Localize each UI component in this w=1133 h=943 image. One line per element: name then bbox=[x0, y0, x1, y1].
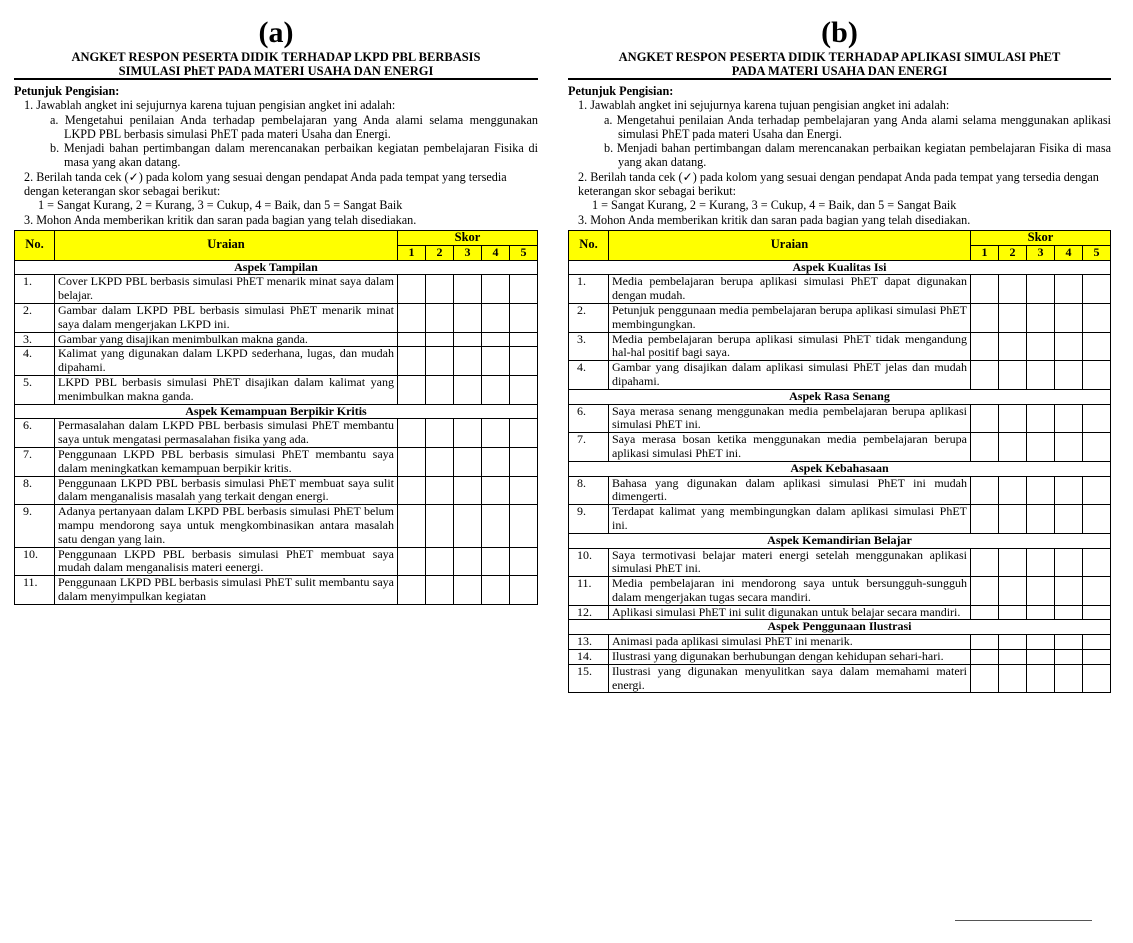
item-number: 6. bbox=[15, 419, 55, 448]
score-checkbox-cell[interactable] bbox=[999, 548, 1027, 577]
score-checkbox-cell[interactable] bbox=[398, 303, 426, 332]
score-checkbox-cell[interactable] bbox=[971, 664, 999, 693]
item-number: 4. bbox=[15, 347, 55, 376]
score-checkbox-cell[interactable] bbox=[482, 547, 510, 576]
score-checkbox-cell[interactable] bbox=[454, 332, 482, 347]
item-number: 4. bbox=[569, 361, 609, 390]
section-title: Aspek Penggunaan Ilustrasi bbox=[569, 620, 1111, 635]
questionnaire-title-line1: ANGKET RESPON PESERTA DIDIK TERHADAP APLIKASI SIMULASI PhET bbox=[618, 50, 1061, 64]
score-checkbox-cell[interactable] bbox=[1027, 361, 1055, 390]
section-row bbox=[15, 260, 538, 275]
table-row bbox=[569, 433, 1111, 462]
score-checkbox-cell[interactable] bbox=[1055, 275, 1083, 304]
score-checkbox-cell[interactable] bbox=[1055, 404, 1083, 433]
item-number: 10. bbox=[569, 548, 609, 577]
table-row bbox=[569, 275, 1111, 304]
item-number: 2. bbox=[15, 303, 55, 332]
score-checkbox-cell[interactable] bbox=[1027, 303, 1055, 332]
item-statement: Gambar yang disajikan dalam aplikasi simulasi PhET jelas dan mudah dipahami. bbox=[609, 361, 971, 390]
item-statement: Gambar dalam LKPD PBL berbasis simulasi PhET menarik minat saya dalam mengerjakan LKPD ini. bbox=[55, 303, 398, 332]
table-row bbox=[15, 505, 538, 547]
item-number: 14. bbox=[569, 650, 609, 665]
score-checkbox-cell[interactable] bbox=[999, 650, 1027, 665]
score-checkbox-cell[interactable] bbox=[971, 577, 999, 606]
table-row bbox=[569, 605, 1111, 620]
table-row bbox=[15, 547, 538, 576]
score-checkbox-cell[interactable] bbox=[482, 275, 510, 304]
score-checkbox-cell[interactable] bbox=[999, 361, 1027, 390]
score-col-header: 5 bbox=[1083, 245, 1111, 260]
score-checkbox-cell[interactable] bbox=[1055, 605, 1083, 620]
instruction-item-1: 1. Jawablah angket ini sejujurnya karena tujuan pengisian angket ini adalah: bbox=[24, 98, 396, 113]
item-statement: Penggunaan LKPD PBL berbasis simulasi PhET membuat saya sulit dalam menganalisis masalah yang terkait dengan energi. bbox=[55, 476, 398, 505]
instruction-item-3: 3. Mohon Anda memberikan kritik dan saran pada bagian yang telah disediakan. bbox=[578, 212, 971, 227]
questionnaire-title-line2: PADA MATERI USAHA DAN ENERGI bbox=[731, 64, 948, 78]
score-checkbox-cell[interactable] bbox=[482, 576, 510, 605]
score-checkbox-cell[interactable] bbox=[999, 332, 1027, 361]
score-checkbox-cell[interactable] bbox=[999, 577, 1027, 606]
score-checkbox-cell[interactable] bbox=[1083, 605, 1111, 620]
score-checkbox-cell[interactable] bbox=[1083, 275, 1111, 304]
table-row bbox=[569, 577, 1111, 606]
table-row bbox=[15, 332, 538, 347]
score-checkbox-cell[interactable] bbox=[510, 576, 538, 605]
score-checkbox-cell[interactable] bbox=[1027, 332, 1055, 361]
score-checkbox-cell[interactable] bbox=[1083, 476, 1111, 505]
score-checkbox-cell[interactable] bbox=[999, 664, 1027, 693]
score-checkbox-cell[interactable] bbox=[398, 375, 426, 404]
score-checkbox-cell[interactable] bbox=[1055, 548, 1083, 577]
score-checkbox-cell[interactable] bbox=[971, 303, 999, 332]
col-header-uraian: Uraian bbox=[609, 230, 971, 260]
table-row bbox=[15, 303, 538, 332]
score-checkbox-cell[interactable] bbox=[971, 635, 999, 650]
section-row bbox=[569, 260, 1111, 275]
score-checkbox-cell[interactable] bbox=[426, 447, 454, 476]
score-checkbox-cell[interactable] bbox=[398, 419, 426, 448]
item-number: 1. bbox=[15, 275, 55, 304]
item-statement: Permasalahan dalam LKPD PBL berbasis simulasi PhET membantu saya untuk mengatasi permasalahan fisika yang ada. bbox=[55, 419, 398, 448]
score-scale: 1 = Sangat Kurang, 2 = Kurang, 3 = Cukup, 4 = Baik, dan 5 = Sangat Baik bbox=[592, 198, 957, 213]
score-col-header: 5 bbox=[510, 245, 538, 260]
score-checkbox-cell[interactable] bbox=[454, 275, 482, 304]
score-checkbox-cell[interactable] bbox=[999, 404, 1027, 433]
table-row bbox=[569, 404, 1111, 433]
score-checkbox-cell[interactable] bbox=[510, 347, 538, 376]
score-checkbox-cell[interactable] bbox=[971, 476, 999, 505]
score-checkbox-cell[interactable] bbox=[454, 303, 482, 332]
score-checkbox-cell[interactable] bbox=[454, 347, 482, 376]
table-header-row bbox=[569, 230, 1111, 245]
section-row bbox=[569, 461, 1111, 476]
table-header-row bbox=[15, 230, 538, 245]
questionnaire-table bbox=[568, 230, 1111, 694]
score-checkbox-cell[interactable] bbox=[1083, 433, 1111, 462]
score-checkbox-cell[interactable] bbox=[999, 275, 1027, 304]
section-title: Aspek Kemandirian Belajar bbox=[569, 533, 1111, 548]
instruction-item-2: 2. Berilah tanda cek (✓) pada kolom yang sesuai dengan pendapat Anda pada tempat yang tersedia dengan keterangan skor sebagai berikut: bbox=[578, 169, 1099, 199]
score-checkbox-cell[interactable] bbox=[1027, 505, 1055, 534]
item-number: 2. bbox=[569, 303, 609, 332]
score-col-header: 4 bbox=[482, 245, 510, 260]
score-checkbox-cell[interactable] bbox=[1083, 332, 1111, 361]
section-row bbox=[569, 533, 1111, 548]
score-checkbox-cell[interactable] bbox=[454, 375, 482, 404]
score-checkbox-cell[interactable] bbox=[999, 635, 1027, 650]
item-number: 11. bbox=[569, 577, 609, 606]
score-checkbox-cell[interactable] bbox=[398, 275, 426, 304]
score-checkbox-cell[interactable] bbox=[398, 347, 426, 376]
col-header-uraian: Uraian bbox=[55, 230, 398, 260]
table-row bbox=[15, 419, 538, 448]
item-number: 3. bbox=[569, 332, 609, 361]
score-checkbox-cell[interactable] bbox=[971, 404, 999, 433]
score-checkbox-cell[interactable] bbox=[1083, 361, 1111, 390]
col-header-skor: Skor bbox=[971, 230, 1111, 245]
score-checkbox-cell[interactable] bbox=[1083, 505, 1111, 534]
score-checkbox-cell[interactable] bbox=[1055, 505, 1083, 534]
score-checkbox-cell[interactable] bbox=[1027, 664, 1055, 693]
score-checkbox-cell[interactable] bbox=[454, 419, 482, 448]
score-checkbox-cell[interactable] bbox=[398, 576, 426, 605]
score-checkbox-cell[interactable] bbox=[1055, 303, 1083, 332]
table-row bbox=[569, 664, 1111, 693]
score-checkbox-cell[interactable] bbox=[1083, 635, 1111, 650]
table-row bbox=[569, 505, 1111, 534]
score-checkbox-cell[interactable] bbox=[426, 303, 454, 332]
item-statement: Penggunaan LKPD PBL berbasis simulasi PhET sulit membantu saya dalam menyimpulkan kegiatan bbox=[55, 576, 398, 605]
item-number: 13. bbox=[569, 635, 609, 650]
score-checkbox-cell[interactable] bbox=[426, 419, 454, 448]
score-checkbox-cell[interactable] bbox=[510, 505, 538, 547]
score-checkbox-cell[interactable] bbox=[510, 547, 538, 576]
title-underline bbox=[568, 78, 1111, 80]
score-checkbox-cell[interactable] bbox=[426, 476, 454, 505]
score-checkbox-cell[interactable] bbox=[971, 332, 999, 361]
score-checkbox-cell[interactable] bbox=[454, 447, 482, 476]
table-row bbox=[15, 576, 538, 605]
score-checkbox-cell[interactable] bbox=[482, 505, 510, 547]
section-title: Aspek Kualitas Isi bbox=[569, 260, 1111, 275]
score-checkbox-cell[interactable] bbox=[1027, 404, 1055, 433]
score-checkbox-cell[interactable] bbox=[1055, 433, 1083, 462]
score-checkbox-cell[interactable] bbox=[1055, 635, 1083, 650]
score-col-header: 2 bbox=[426, 245, 454, 260]
item-number: 7. bbox=[15, 447, 55, 476]
item-statement: Saya termotivasi belajar materi energi setelah menggunakan aplikasi simulasi PhET ini. bbox=[609, 548, 971, 577]
score-col-header: 3 bbox=[1027, 245, 1055, 260]
score-checkbox-cell[interactable] bbox=[398, 447, 426, 476]
score-checkbox-cell[interactable] bbox=[999, 605, 1027, 620]
score-checkbox-cell[interactable] bbox=[1083, 650, 1111, 665]
score-checkbox-cell[interactable] bbox=[426, 505, 454, 547]
item-statement: Ilustrasi yang digunakan menyulitkan saya dalam memahami materi energi. bbox=[609, 664, 971, 693]
score-checkbox-cell[interactable] bbox=[999, 303, 1027, 332]
score-checkbox-cell[interactable] bbox=[398, 476, 426, 505]
item-number: 5. bbox=[15, 375, 55, 404]
score-checkbox-cell[interactable] bbox=[426, 275, 454, 304]
table-row bbox=[569, 361, 1111, 390]
item-number: 9. bbox=[15, 505, 55, 547]
score-checkbox-cell[interactable] bbox=[482, 419, 510, 448]
score-checkbox-cell[interactable] bbox=[398, 332, 426, 347]
item-statement: Kalimat yang digunakan dalam LKPD sederhana, lugas, dan mudah dipahami. bbox=[55, 347, 398, 376]
signature-line bbox=[955, 920, 1092, 921]
table-row bbox=[15, 476, 538, 505]
score-checkbox-cell[interactable] bbox=[1083, 577, 1111, 606]
section-title: Aspek Rasa Senang bbox=[569, 389, 1111, 404]
item-statement: Animasi pada aplikasi simulasi PhET ini menarik. bbox=[609, 635, 971, 650]
instructions-heading: Petunjuk Pengisian: bbox=[14, 84, 120, 98]
score-checkbox-cell[interactable] bbox=[1027, 635, 1055, 650]
item-number: 11. bbox=[15, 576, 55, 605]
score-col-header: 3 bbox=[454, 245, 482, 260]
questionnaire-title-line1: ANGKET RESPON PESERTA DIDIK TERHADAP LKPD PBL BERBASIS bbox=[71, 50, 481, 64]
section-title: Aspek Kebahasaan bbox=[569, 461, 1111, 476]
item-statement: Petunjuk penggunaan media pembelajaran berupa aplikasi simulasi PhET membingungkan. bbox=[609, 303, 971, 332]
score-col-header: 4 bbox=[1055, 245, 1083, 260]
table-row bbox=[15, 447, 538, 476]
panel-label: (a) bbox=[258, 16, 294, 49]
score-checkbox-cell[interactable] bbox=[1027, 577, 1055, 606]
item-number: 10. bbox=[15, 547, 55, 576]
item-statement: Terdapat kalimat yang membingungkan dalam aplikasi simulasi PhET ini. bbox=[609, 505, 971, 534]
score-checkbox-cell[interactable] bbox=[971, 361, 999, 390]
score-col-header: 2 bbox=[999, 245, 1027, 260]
instruction-item-1b: b. Menjadi bahan pertimbangan dalam merencanakan perbaikan kegiatan pembelajaran Fisika di masa yang akan datang. bbox=[604, 141, 1111, 170]
item-number: 1. bbox=[569, 275, 609, 304]
score-checkbox-cell[interactable] bbox=[971, 433, 999, 462]
score-checkbox-cell[interactable] bbox=[1027, 476, 1055, 505]
item-number: 8. bbox=[569, 476, 609, 505]
questionnaire-panel-a bbox=[14, 0, 538, 605]
instruction-item-1a: a. Mengetahui penilaian Anda terhadap pembelajaran yang Anda alami selama menggunakan aplikasi simulasi PhET pada materi Usaha dan Energi. bbox=[604, 112, 1111, 141]
score-col-header: 1 bbox=[971, 245, 999, 260]
table-row bbox=[15, 375, 538, 404]
score-checkbox-cell[interactable] bbox=[426, 576, 454, 605]
item-statement: Gambar yang disajikan menimbulkan makna ganda. bbox=[55, 332, 398, 347]
col-header-no: No. bbox=[15, 230, 55, 260]
score-checkbox-cell[interactable] bbox=[398, 547, 426, 576]
score-checkbox-cell[interactable] bbox=[971, 650, 999, 665]
item-statement: Media pembelajaran berupa aplikasi simulasi PhET dapat digunakan dengan mudah. bbox=[609, 275, 971, 304]
score-checkbox-cell[interactable] bbox=[1027, 605, 1055, 620]
score-checkbox-cell[interactable] bbox=[482, 476, 510, 505]
item-number: 8. bbox=[15, 476, 55, 505]
item-number: 3. bbox=[15, 332, 55, 347]
table-row bbox=[569, 635, 1111, 650]
item-statement: Media pembelajaran ini mendorong saya untuk bersungguh-sungguh dalam mengerjakan tugas secara mandiri. bbox=[609, 577, 971, 606]
score-checkbox-cell[interactable] bbox=[482, 332, 510, 347]
panel-label: (b) bbox=[821, 16, 858, 49]
score-checkbox-cell[interactable] bbox=[482, 375, 510, 404]
table-row bbox=[569, 332, 1111, 361]
item-statement: Penggunaan LKPD PBL berbasis simulasi PhET membantu saya dalam meningkatkan kemampuan berpikir kritis. bbox=[55, 447, 398, 476]
score-checkbox-cell[interactable] bbox=[971, 605, 999, 620]
score-checkbox-cell[interactable] bbox=[510, 275, 538, 304]
score-scale: 1 = Sangat Kurang, 2 = Kurang, 3 = Cukup, 4 = Baik, dan 5 = Sangat Baik bbox=[38, 198, 403, 213]
score-checkbox-cell[interactable] bbox=[1027, 275, 1055, 304]
score-checkbox-cell[interactable] bbox=[1083, 664, 1111, 693]
score-checkbox-cell[interactable] bbox=[971, 275, 999, 304]
item-statement: Ilustrasi yang digunakan berhubungan dengan kehidupan sehari-hari. bbox=[609, 650, 971, 665]
score-checkbox-cell[interactable] bbox=[510, 476, 538, 505]
score-checkbox-cell[interactable] bbox=[1055, 577, 1083, 606]
item-number: 15. bbox=[569, 664, 609, 693]
section-row bbox=[569, 620, 1111, 635]
instructions bbox=[14, 84, 538, 227]
col-header-no: No. bbox=[569, 230, 609, 260]
item-number: 12. bbox=[569, 605, 609, 620]
section-row bbox=[15, 404, 538, 419]
item-number: 9. bbox=[569, 505, 609, 534]
score-checkbox-cell[interactable] bbox=[482, 347, 510, 376]
score-checkbox-cell[interactable] bbox=[454, 476, 482, 505]
score-checkbox-cell[interactable] bbox=[426, 332, 454, 347]
table-row bbox=[569, 548, 1111, 577]
score-checkbox-cell[interactable] bbox=[971, 505, 999, 534]
score-checkbox-cell[interactable] bbox=[999, 476, 1027, 505]
section-title: Aspek Kemampuan Berpikir Kritis bbox=[15, 404, 538, 419]
score-checkbox-cell[interactable] bbox=[1027, 548, 1055, 577]
section-row bbox=[569, 389, 1111, 404]
instruction-item-1: 1. Jawablah angket ini sejujurnya karena tujuan pengisian angket ini adalah: bbox=[578, 98, 950, 113]
score-checkbox-cell[interactable] bbox=[398, 505, 426, 547]
score-checkbox-cell[interactable] bbox=[1055, 664, 1083, 693]
section-title: Aspek Tampilan bbox=[15, 260, 538, 275]
score-checkbox-cell[interactable] bbox=[426, 375, 454, 404]
score-checkbox-cell[interactable] bbox=[454, 576, 482, 605]
instructions-heading: Petunjuk Pengisian: bbox=[568, 84, 674, 98]
table-row bbox=[569, 650, 1111, 665]
table-row bbox=[569, 303, 1111, 332]
score-checkbox-cell[interactable] bbox=[510, 332, 538, 347]
instruction-item-1a: a. Mengetahui penilaian Anda terhadap pembelajaran yang Anda alami selama menggunakan LKPD PBL berbasis simulasi PhET pada materi Usaha dan Energi. bbox=[50, 112, 538, 141]
item-statement: Aplikasi simulasi PhET ini sulit digunakan untuk belajar secara mandiri. bbox=[609, 605, 971, 620]
score-checkbox-cell[interactable] bbox=[510, 303, 538, 332]
score-checkbox-cell[interactable] bbox=[1055, 650, 1083, 665]
questionnaire-panel-b bbox=[568, 0, 1111, 693]
score-checkbox-cell[interactable] bbox=[999, 505, 1027, 534]
score-checkbox-cell[interactable] bbox=[1027, 433, 1055, 462]
score-checkbox-cell[interactable] bbox=[426, 347, 454, 376]
score-checkbox-cell[interactable] bbox=[1055, 361, 1083, 390]
instruction-item-3: 3. Mohon Anda memberikan kritik dan saran pada bagian yang telah disediakan. bbox=[24, 212, 417, 227]
item-statement: Cover LKPD PBL berbasis simulasi PhET menarik minat saya dalam belajar. bbox=[55, 275, 398, 304]
item-statement: Media pembelajaran berupa aplikasi simulasi PhET tidak mengandung hal-hal positif bagi saya. bbox=[609, 332, 971, 361]
score-checkbox-cell[interactable] bbox=[999, 433, 1027, 462]
item-number: 7. bbox=[569, 433, 609, 462]
score-checkbox-cell[interactable] bbox=[482, 447, 510, 476]
title-underline bbox=[14, 78, 538, 80]
score-checkbox-cell[interactable] bbox=[426, 547, 454, 576]
item-statement: LKPD PBL berbasis simulasi PhET disajikan dalam kalimat yang menimbulkan makna ganda. bbox=[55, 375, 398, 404]
item-statement: Penggunaan LKPD PBL berbasis simulasi PhET membuat saya mudah dalam menganalisis materi eenergi. bbox=[55, 547, 398, 576]
questionnaire-title-line2: SIMULASI PhET PADA MATERI USAHA DAN ENERGI bbox=[118, 64, 434, 78]
score-checkbox-cell[interactable] bbox=[510, 447, 538, 476]
instructions bbox=[568, 84, 1111, 227]
item-statement: Saya merasa senang menggunakan media pembelajaran berupa aplikasi simulasi PhET ini. bbox=[609, 404, 971, 433]
score-checkbox-cell[interactable] bbox=[1083, 303, 1111, 332]
score-checkbox-cell[interactable] bbox=[1027, 650, 1055, 665]
score-checkbox-cell[interactable] bbox=[454, 547, 482, 576]
instruction-item-1b: b. Menjadi bahan pertimbangan dalam merencanakan perbaikan kegiatan pembelajaran Fisika di masa yang akan datang. bbox=[50, 141, 538, 170]
score-checkbox-cell[interactable] bbox=[1083, 404, 1111, 433]
table-row bbox=[15, 347, 538, 376]
item-number: 6. bbox=[569, 404, 609, 433]
item-statement: Bahasa yang digunakan dalam aplikasi simulasi PhET ini mudah dimengerti. bbox=[609, 476, 971, 505]
score-checkbox-cell[interactable] bbox=[510, 419, 538, 448]
score-checkbox-cell[interactable] bbox=[1055, 332, 1083, 361]
score-checkbox-cell[interactable] bbox=[1055, 476, 1083, 505]
table-row bbox=[15, 275, 538, 304]
score-checkbox-cell[interactable] bbox=[482, 303, 510, 332]
score-checkbox-cell[interactable] bbox=[1083, 548, 1111, 577]
questionnaire-table bbox=[14, 230, 538, 605]
score-checkbox-cell[interactable] bbox=[971, 548, 999, 577]
score-checkbox-cell[interactable] bbox=[510, 375, 538, 404]
item-statement: Adanya pertanyaan dalam LKPD PBL berbasis simulasi PhET belum mampu mendorong saya untuk mengkombinasikan antara masalah satu dengan yang lain. bbox=[55, 505, 398, 547]
col-header-skor: Skor bbox=[398, 230, 538, 245]
score-checkbox-cell[interactable] bbox=[454, 505, 482, 547]
item-statement: Saya merasa bosan ketika menggunakan media pembelajaran berupa aplikasi simulasi PhET ini. bbox=[609, 433, 971, 462]
table-row bbox=[569, 476, 1111, 505]
score-col-header: 1 bbox=[398, 245, 426, 260]
instruction-item-2: 2. Berilah tanda cek (✓) pada kolom yang sesuai dengan pendapat Anda pada tempat yang tersedia dengan keterangan skor sebagai berikut: bbox=[24, 169, 507, 199]
